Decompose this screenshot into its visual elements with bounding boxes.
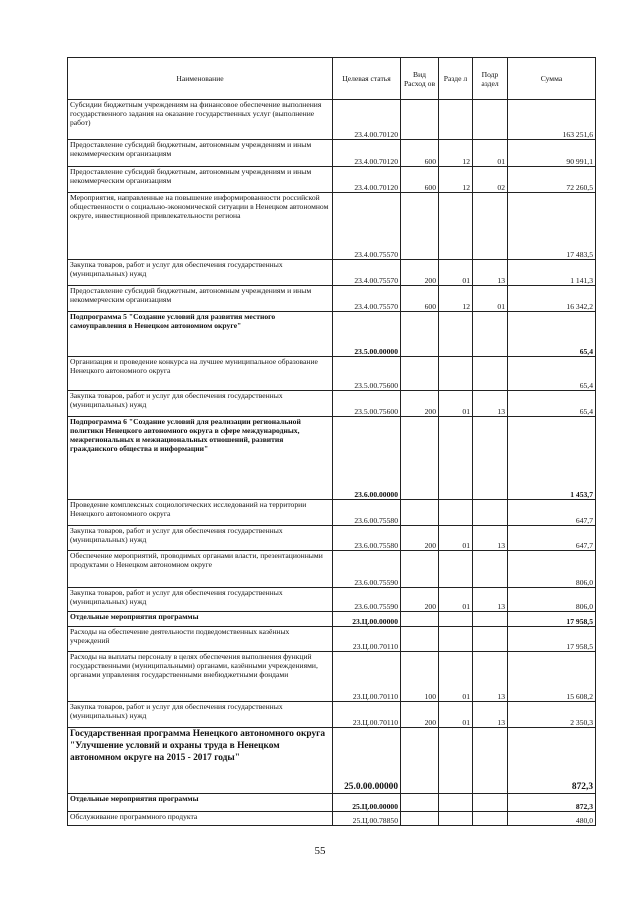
row-name: Предоставление субсидий бюджетным, автономным учреждениям и иным некоммерческим организациям xyxy=(68,286,333,312)
row-subsection xyxy=(473,794,508,812)
row-expense-type xyxy=(401,551,439,588)
row-expense-type: 600 xyxy=(401,286,439,312)
row-section: 01 xyxy=(439,526,473,551)
table-body xyxy=(68,100,596,826)
row-name: Подпрограмма 5 "Создание условий для развития местного самоуправления в Ненецком автономном округе" xyxy=(68,312,333,357)
row-section xyxy=(439,417,473,500)
row-code: 23.6.00.75590 xyxy=(333,551,401,588)
row-subsection: 13 xyxy=(473,391,508,417)
row-subsection: 13 xyxy=(473,588,508,612)
row-subsection: 02 xyxy=(473,167,508,193)
row-expense-type xyxy=(401,417,439,500)
row-subsection xyxy=(473,417,508,500)
row-section: 01 xyxy=(439,260,473,286)
table-row xyxy=(68,167,596,193)
row-expense-type: 100 xyxy=(401,652,439,702)
row-subsection xyxy=(473,612,508,627)
table-row xyxy=(68,193,596,260)
row-expense-type: 200 xyxy=(401,391,439,417)
row-expense-type xyxy=(401,312,439,357)
header-subsection: Подр аздел xyxy=(473,58,508,100)
row-code: 23.Ц.00.00000 xyxy=(333,612,401,627)
row-sum: 65,4 xyxy=(508,312,596,357)
table-row xyxy=(68,612,596,627)
row-subsection xyxy=(473,728,508,794)
row-code: 23.Ц.00.70110 xyxy=(333,627,401,652)
row-expense-type: 200 xyxy=(401,260,439,286)
header-sum: Сумма xyxy=(508,58,596,100)
row-expense-type: 600 xyxy=(401,167,439,193)
row-subsection: 13 xyxy=(473,652,508,702)
row-subsection xyxy=(473,500,508,526)
row-section xyxy=(439,193,473,260)
row-code: 23.6.00.75580 xyxy=(333,500,401,526)
row-code: 23.6.00.75580 xyxy=(333,526,401,551)
table-row xyxy=(68,728,596,794)
row-subsection: 13 xyxy=(473,702,508,728)
row-sum: 1 453,7 xyxy=(508,417,596,500)
table-row xyxy=(68,100,596,140)
row-subsection xyxy=(473,627,508,652)
row-code: 23.6.00.00000 xyxy=(333,417,401,500)
row-section: 12 xyxy=(439,140,473,167)
row-expense-type xyxy=(401,612,439,627)
row-section: 12 xyxy=(439,286,473,312)
table-header xyxy=(68,58,596,100)
row-name: Закупка товаров, работ и услуг для обеспечения государственных (муниципальных) нужд xyxy=(68,391,333,417)
row-code: 25.Ц.00.78850 xyxy=(333,812,401,826)
row-code: 23.4.00.75570 xyxy=(333,260,401,286)
row-name: Государственная программа Ненецкого автономного округа "Улучшение условий и охраны труда в Ненецком автономном округе на 2015 - 2017 годы" xyxy=(68,728,333,794)
row-sum: 806,0 xyxy=(508,588,596,612)
row-code: 23.Ц.00.70110 xyxy=(333,702,401,728)
row-section: 01 xyxy=(439,702,473,728)
table-row xyxy=(68,627,596,652)
row-name: Подпрограмма 6 "Создание условий для реализации региональной политики Ненецкого автономного округа в сфере международных, межрегиональных и межнациональных отношений, развития гражданского общества и информации" xyxy=(68,417,333,500)
row-code: 23.4.00.70120 xyxy=(333,167,401,193)
row-section xyxy=(439,812,473,826)
row-expense-type: 600 xyxy=(401,140,439,167)
row-name: Закупка товаров, работ и услуг для обеспечения государственных (муниципальных) нужд xyxy=(68,526,333,551)
row-name: Субсидии бюджетным учреждениям на финансовое обеспечение выполнения государственного задания на оказание государственных услуг (выполнение работ) xyxy=(68,100,333,140)
page-number: 55 xyxy=(314,845,326,857)
row-expense-type: 200 xyxy=(401,702,439,728)
row-name: Обеспечение мероприятий, проводимых органами власти, презентационными продуктами о Ненецком автономном округе xyxy=(68,551,333,588)
row-code: 23.5.00.75600 xyxy=(333,357,401,391)
row-expense-type xyxy=(401,100,439,140)
row-section xyxy=(439,794,473,812)
table-row xyxy=(68,652,596,702)
row-section xyxy=(439,612,473,627)
table-row xyxy=(68,500,596,526)
row-subsection xyxy=(473,812,508,826)
row-sum: 2 350,3 xyxy=(508,702,596,728)
budget-table xyxy=(67,57,596,826)
row-section xyxy=(439,728,473,794)
row-subsection xyxy=(473,551,508,588)
header-code: Целевая статья xyxy=(333,58,401,100)
row-name: Отдельные мероприятия программы xyxy=(68,612,333,627)
row-name: Мероприятия, направленные на повышение информированности российской общественности о социально-экономической ситуации в Ненецком автономном округе, инвестиционной привлекательности региона xyxy=(68,193,333,260)
row-name: Закупка товаров, работ и услуг для обеспечения государственных (муниципальных) нужд xyxy=(68,702,333,728)
header-expense-type: Вид Расход ов xyxy=(401,58,439,100)
row-subsection: 13 xyxy=(473,260,508,286)
table-row xyxy=(68,794,596,812)
row-section: 12 xyxy=(439,167,473,193)
row-sum: 16 342,2 xyxy=(508,286,596,312)
row-name: Предоставление субсидий бюджетным, автономным учреждениям и иным некоммерческим организациям xyxy=(68,167,333,193)
row-code: 23.4.00.75570 xyxy=(333,193,401,260)
row-expense-type xyxy=(401,794,439,812)
row-section: 01 xyxy=(439,391,473,417)
row-section xyxy=(439,357,473,391)
table-row xyxy=(68,812,596,826)
row-expense-type xyxy=(401,627,439,652)
table-row xyxy=(68,702,596,728)
row-code: 23.5.00.00000 xyxy=(333,312,401,357)
row-expense-type xyxy=(401,500,439,526)
row-subsection: 01 xyxy=(473,286,508,312)
row-subsection xyxy=(473,357,508,391)
row-code: 23.4.00.75570 xyxy=(333,286,401,312)
row-section xyxy=(439,500,473,526)
row-section: 01 xyxy=(439,652,473,702)
row-section: 01 xyxy=(439,588,473,612)
header-name: Наименование xyxy=(68,58,333,100)
table-row xyxy=(68,417,596,500)
row-code: 23.6.00.75590 xyxy=(333,588,401,612)
row-sum: 17 958,5 xyxy=(508,627,596,652)
row-expense-type: 200 xyxy=(401,588,439,612)
table-row xyxy=(68,526,596,551)
table-row xyxy=(68,286,596,312)
row-section xyxy=(439,100,473,140)
row-expense-type xyxy=(401,193,439,260)
row-code: 25.0.00.00000 xyxy=(333,728,401,794)
row-sum: 15 608,2 xyxy=(508,652,596,702)
row-subsection: 13 xyxy=(473,526,508,551)
row-subsection xyxy=(473,193,508,260)
row-sum: 65,4 xyxy=(508,391,596,417)
row-subsection: 01 xyxy=(473,140,508,167)
row-section xyxy=(439,551,473,588)
row-sum: 1 141,3 xyxy=(508,260,596,286)
row-sum: 17 958,5 xyxy=(508,612,596,627)
row-code: 23.4.00.70120 xyxy=(333,100,401,140)
table-row xyxy=(68,140,596,167)
row-code: 23.4.00.70120 xyxy=(333,140,401,167)
row-subsection xyxy=(473,312,508,357)
row-expense-type xyxy=(401,728,439,794)
row-subsection xyxy=(473,100,508,140)
row-code: 23.Ц.00.70110 xyxy=(333,652,401,702)
row-name: Проведение комплексных социологических исследований на территории Ненецкого автономного округа xyxy=(68,500,333,526)
row-name: Организация и проведение конкурса на лучшее муниципальное образование Ненецкого автономного округа xyxy=(68,357,333,391)
table-row xyxy=(68,391,596,417)
table-row xyxy=(68,312,596,357)
row-name: Обслуживание программного продукта xyxy=(68,812,333,826)
row-sum: 17 483,5 xyxy=(508,193,596,260)
row-name: Предоставление субсидий бюджетным, автономным учреждениям и иным некоммерческим организациям xyxy=(68,140,333,167)
row-sum: 647,7 xyxy=(508,526,596,551)
row-expense-type: 200 xyxy=(401,526,439,551)
row-expense-type xyxy=(401,357,439,391)
row-sum: 480,0 xyxy=(508,812,596,826)
row-sum: 872,3 xyxy=(508,728,596,794)
row-sum: 90 991,1 xyxy=(508,140,596,167)
row-code: 25.Ц.00.00000 xyxy=(333,794,401,812)
row-expense-type xyxy=(401,812,439,826)
table-row xyxy=(68,260,596,286)
row-sum: 872,3 xyxy=(508,794,596,812)
row-name: Расходы на обеспечение деятельности подведомственных казённых учреждений xyxy=(68,627,333,652)
row-sum: 806,0 xyxy=(508,551,596,588)
table-row xyxy=(68,551,596,588)
row-sum: 65,4 xyxy=(508,357,596,391)
row-name: Закупка товаров, работ и услуг для обеспечения государственных (муниципальных) нужд xyxy=(68,588,333,612)
row-name: Закупка товаров, работ и услуг для обеспечения государственных (муниципальных) нужд xyxy=(68,260,333,286)
row-section xyxy=(439,312,473,357)
row-name: Расходы на выплаты персоналу в целях обеспечения выполнения функций государственными (муниципальными) органами, казёнными учреждениями, органами управления государственными внебюджетными фондами xyxy=(68,652,333,702)
header-section: Разде л xyxy=(439,58,473,100)
row-sum: 163 251,6 xyxy=(508,100,596,140)
row-sum: 647,7 xyxy=(508,500,596,526)
row-name: Отдельные мероприятия программы xyxy=(68,794,333,812)
row-code: 23.5.00.75600 xyxy=(333,391,401,417)
row-section xyxy=(439,627,473,652)
table-row xyxy=(68,357,596,391)
row-sum: 72 260,5 xyxy=(508,167,596,193)
table-row xyxy=(68,588,596,612)
